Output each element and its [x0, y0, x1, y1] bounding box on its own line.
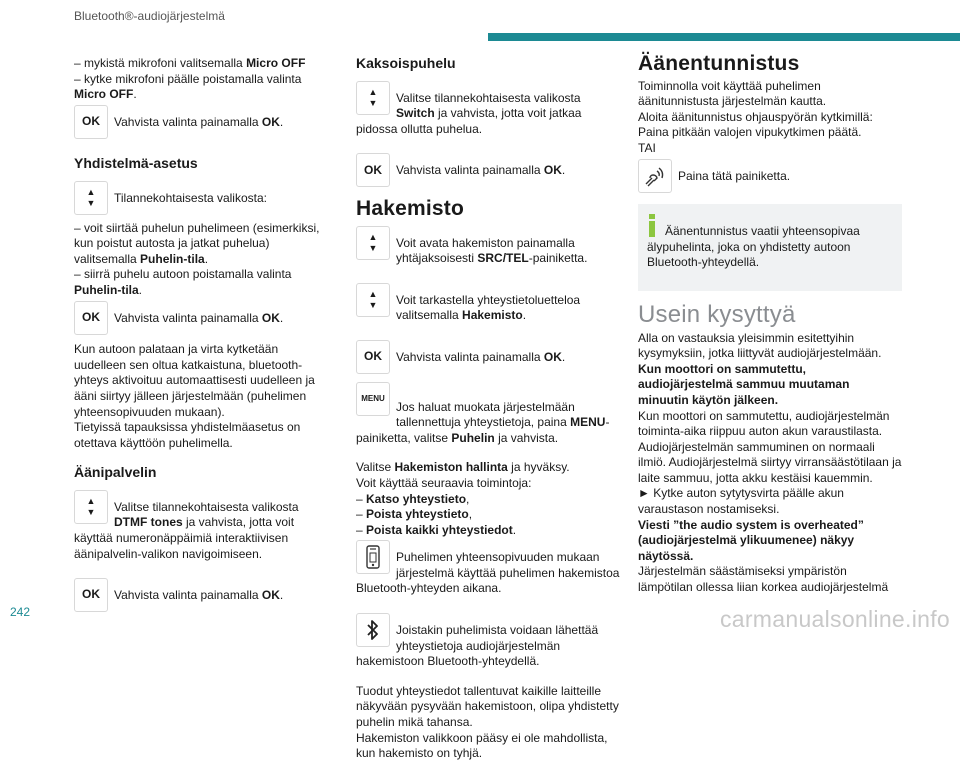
paragraph: Vahvista valinta painamalla OK.: [114, 310, 284, 325]
paragraph: Kun autoon palataan ja virta kytketään uudelleen sen oltua katkaistuna, bluetooth-yhteys aktivoituu automaattisesti uudelleen ja ääni siirtyy jälleen järjestelmään (puhelimen yhteensopivuuden mukaan).: [74, 342, 315, 419]
figure-voice: [638, 157, 902, 197]
up-down-arrows-icon: ▲ ▼: [356, 81, 390, 115]
figure-ok: [356, 151, 622, 191]
figure-arrows: [74, 179, 326, 219]
ok-button-icon: OK: [74, 105, 108, 139]
ok-button-icon: OK: [74, 301, 108, 335]
faq-answer: Järjestelmän säästämiseksi ympäristön lämpötilan ollessa liian korkea audiojärjestelmä: [638, 564, 889, 595]
info-note: [638, 204, 902, 291]
voice-command-icon: [638, 159, 672, 193]
ok-button-icon: OK: [356, 153, 390, 187]
paragraph: Vahvista valinta painamalla OK.: [396, 163, 566, 178]
paragraph: TAI: [638, 140, 656, 155]
menu-button-icon: MENU: [356, 382, 390, 416]
paragraph: Tuodut yhteystiedot tallentuvat kaikille laitteille näkyvään pysyvään hakemistoon, olipa yhdistetty puhelin mikä tahansa.: [356, 683, 619, 730]
figure-arrows: [356, 281, 622, 336]
section-heading: Usein kysyttyä: [638, 300, 796, 328]
list-item: – Poista yhteystieto,: [356, 507, 473, 522]
paragraph: Toiminnolla voit käyttää puhelimen äänitunnistusta järjestelmän kautta.: [638, 78, 827, 109]
paragraph: – mykistä mikrofoni valitsemalla Micro OFF: [74, 56, 306, 70]
page-number: 242: [10, 605, 31, 619]
paragraph: Vahvista valinta painamalla OK.: [114, 588, 284, 603]
column-1: [74, 56, 326, 618]
figure-phone: [356, 538, 622, 609]
header-title: Bluetooth®-audiojärjestelmä: [74, 9, 225, 23]
up-down-arrows-icon: ▲ ▼: [356, 226, 390, 260]
faq-question: Kun moottori on sammutettu, audiojärjestelmä sammuu muutaman minuutin käytön jälkeen.: [638, 361, 850, 407]
paragraph: Vahvista valinta painamalla OK.: [114, 114, 284, 129]
paragraph: Joistakin puhelimista voidaan lähettää yhteystietoja audiojärjestelmän hakemistoon Bluetooth-yhteydellä.: [356, 623, 599, 669]
paragraph: Voit tarkastella yhteystietoluetteloa valitsemalla Hakemisto.: [396, 292, 581, 323]
figure-ok: [74, 576, 326, 616]
paragraph: – siirrä puhelu autoon poistamalla valinta Puhelin-tila.: [74, 267, 292, 297]
figure-ok: [356, 338, 622, 378]
faq-answer: Kun moottori on sammutettu, audiojärjestelmän toiminta-aika riippuu auton akun varaustilasta. Audiojärjestelmän sammuminen on normaali ilmiö. Audiojärjestelmä siirtyy virransäästötilaan ja laite sammuu, jotta akku kestäisi kauemmin.: [638, 408, 902, 485]
header-accent-bar: [488, 33, 960, 41]
column-3: [638, 52, 902, 596]
up-down-arrows-icon: ▲ ▼: [74, 181, 108, 215]
paragraph: Voit käyttää seuraavia toimintoja:: [356, 475, 532, 490]
paragraph: Vahvista valinta painamalla OK.: [396, 349, 566, 364]
up-down-arrows-icon: ▲ ▼: [74, 490, 108, 524]
faq-question: Viesti ”the audio system is overheated” (audiojärjestelmä ylikuumenee) näkyy näytössä.: [638, 517, 864, 563]
figure-bluetooth: [356, 611, 622, 682]
paragraph: Tilannekohtaisesta valikosta:: [114, 190, 267, 205]
figure-ok: [74, 299, 326, 339]
paragraph: Jos haluat muokata järjestelmään tallennettuja yhteystietoja, paina MENU-painiketta, valitse Puhelin ja vahvista.: [356, 399, 610, 445]
paragraph: Aloita äänitunnistus ohjauspyörän kytkimillä: Paina pitkään valojen vipukytkimen päätä.: [638, 109, 873, 140]
section-heading: Äänipalvelin: [74, 464, 157, 481]
paragraph: Paina tätä painiketta.: [678, 168, 791, 183]
section-heading: Äänentunnistus: [638, 52, 800, 75]
paragraph: Valitse tilannekohtaisesta valikosta Switch ja vahvista, jotta voit jatkaa pidossa ollutta puhelua.: [356, 90, 582, 136]
column-2: [356, 56, 622, 762]
paragraph: Puhelimen yhteensopivuuden mukaan järjestelmä käyttää puhelimen hakemistoa Bluetooth-yhteyden aikana.: [356, 550, 620, 596]
figure-arrows: [74, 488, 326, 574]
figure-arrows: [356, 79, 622, 150]
ok-button-icon: OK: [74, 578, 108, 612]
paragraph: Alla on vastauksia yleisimmin esitettyihin kysymyksiin, jotka liittyvät audiojärjestelmään.: [638, 330, 882, 361]
figure-ok: [74, 103, 326, 143]
list-item: – Poista kaikki yhteystiedot.: [356, 522, 517, 537]
up-down-arrows-icon: ▲ ▼: [356, 283, 390, 317]
ok-button-icon: OK: [356, 340, 390, 374]
paragraph: Hakemiston valikkoon pääsy ei ole mahdollista, kun hakemisto on tyhjä.: [356, 730, 608, 761]
section-heading: Yhdistelmä-asetus: [74, 155, 198, 172]
watermark: carmanualsonline.info: [719, 606, 950, 632]
paragraph: Valitse Hakemiston hallinta ja hyväksy.: [356, 460, 570, 475]
paragraph: Äänentunnistus vaatii yhteensopivaa älypuhelinta, joka on yhdistetty autoon Bluetooth-yhteydellä.: [647, 224, 860, 270]
paragraph: Tietyissä tapauksissa yhdistelmäasetus on otettava käyttöön puhelimella.: [74, 420, 301, 450]
paragraph: Valitse tilannekohtaisesta valikosta DTMF tones ja vahvista, jotta voit käyttää numeronäppäimiä interaktiivisen äänipalvelin-valikon navigoimiseen.: [74, 499, 299, 561]
paragraph: Voit avata hakemiston painamalla yhtäjaksoisesti SRC/TEL-painiketta.: [396, 235, 588, 266]
section-heading: Kaksoispuhelu: [356, 55, 456, 71]
paragraph: – kytke mikrofoni päälle poistamalla valinta Micro OFF.: [74, 71, 302, 102]
bluetooth-icon: [356, 613, 390, 647]
paragraph: – voit siirtää puhelun puhelimeen (esimerkiksi, kun poistut autosta ja jatkat puhelua) valitsemalla Puhelin-tila.: [74, 220, 320, 266]
phone-icon: [356, 540, 390, 574]
figure-arrows: [356, 224, 622, 279]
info-icon: [649, 214, 655, 236]
faq-answer: ► Kytke auton sytytysvirta päälle akun varaustason nostamiseksi.: [638, 486, 844, 517]
figure-menu: [356, 380, 622, 459]
section-heading: Hakemisto: [356, 196, 465, 220]
list-item: – Katso yhteystieto,: [356, 491, 470, 506]
